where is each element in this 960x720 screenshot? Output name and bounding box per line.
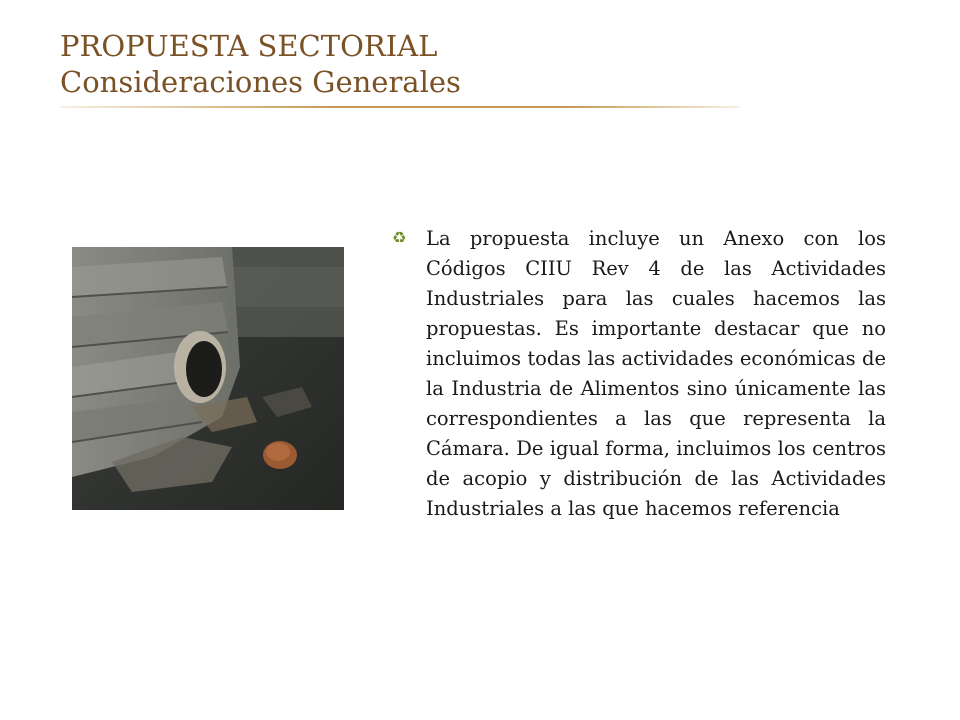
page-subtitle: Consideraciones Generales — [60, 65, 461, 99]
recycle-icon: ♻ — [392, 228, 407, 247]
bullet-text: La propuesta incluye un Anexo con los Códigos CIIU Rev 4 de las Actividades Industriales para las cuales hacemos las propuestas. Es importante destacar que no incluimos todas las actividades económicas de la Industria de Alimentos sino únicamente las correspondientes a las que representa la Cámara. De igual forma, incluimos los centros de acopio y distribución de las Actividades Industriales a las que hacemos referencia — [426, 227, 886, 520]
bullet-list — [392, 224, 886, 524]
title-divider — [60, 106, 740, 108]
page-title: PROPUESTA SECTORIAL — [60, 29, 438, 63]
drain-pipe-photo — [72, 247, 344, 510]
drain-pipe-illustration — [72, 247, 344, 510]
title-block — [60, 28, 461, 100]
